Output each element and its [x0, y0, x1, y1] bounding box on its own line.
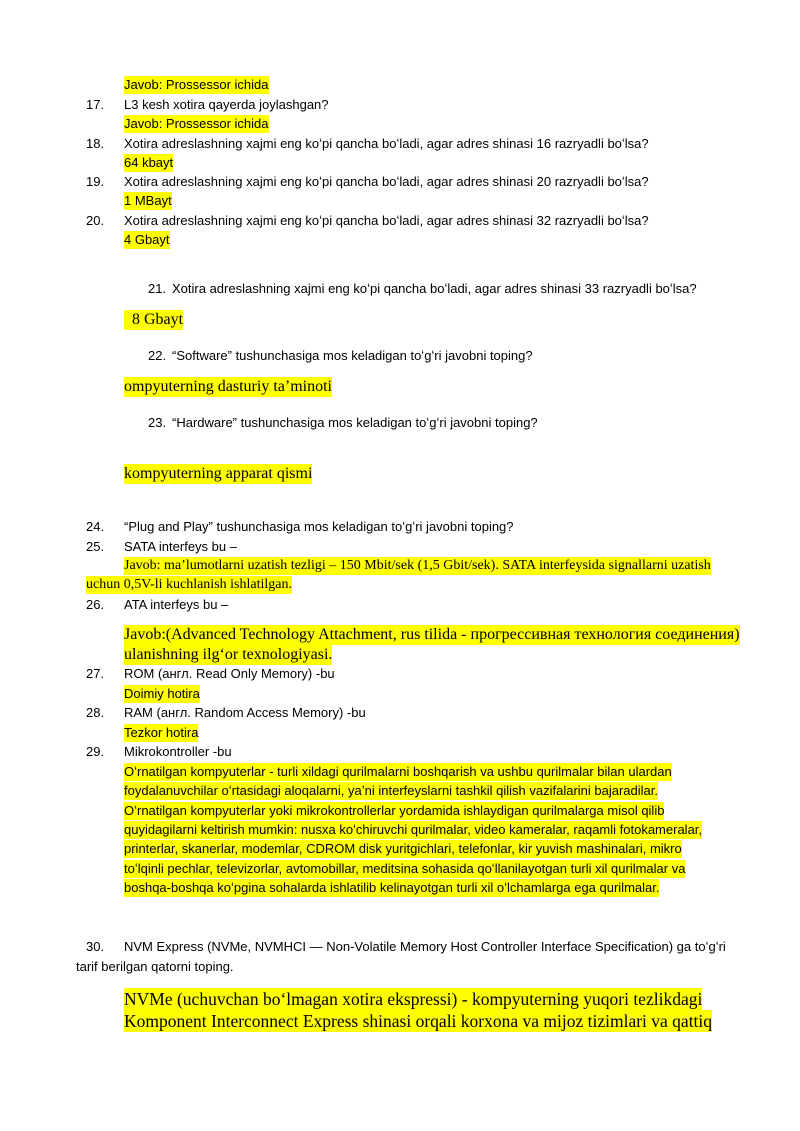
question-19: Xotira adreslashning xajmi eng koʻpi qancha boʻladi, agar adres shinasi 20 razryadli boʻlsa? — [124, 174, 649, 189]
answer-28: Tezkor hotira — [124, 725, 199, 740]
answer-26-line1: Javob:(Advanced Technology Attachment, rus tilida - прогрессивная технология соединения) — [124, 626, 740, 643]
item-number-18: 18. — [86, 136, 105, 151]
answer-25-line1: Javob: ma’lumotlarni uzatish tezligi – 150 Mbit/sek (1,5 Gbit/sek). SATA interfeysida signallarni uzatish — [124, 558, 711, 573]
answer-20: 4 Gbayt — [124, 232, 170, 247]
question-28: RAM (англ. Random Access Memory) -bu — [124, 705, 366, 720]
item-number-20: 20. — [86, 213, 105, 228]
answer-29-line: Oʻrnatilgan kompyuterlar - turli xildagi qurilmalarni boshqarish va ushbu qurilmalar bilan ulardan — [124, 764, 672, 779]
item-number-26: 26. — [86, 597, 105, 612]
answer-21: 8 Gbayt — [124, 311, 184, 328]
question-27: ROM (англ. Read Only Memory) -bu — [124, 666, 335, 681]
answer-19: 1 MBayt — [124, 193, 172, 208]
item-number-21: 21. — [148, 281, 167, 296]
item-number-17: 17. — [86, 97, 105, 112]
item-number-29: 29. — [86, 744, 105, 759]
answer-16: Javob: Prossessor ichida — [124, 77, 269, 92]
answer-26-line2: ulanishning ilgʻor texnologiyasi. — [124, 646, 333, 663]
question-17: L3 kesh xotira qayerda joylashgan? — [124, 97, 329, 112]
answer-30-line2: Komponent Interconnect Express shinasi orqali korxona va mijoz tizimlari va qattiq — [124, 1011, 713, 1031]
answer-29-line: foydalanuvchilar oʻrtasidagi aloqalarni, yaʼni interfeyslarni tashkil qilish vazifalarini bajaradilar. — [124, 783, 658, 798]
item-number-25: 25. — [86, 539, 105, 554]
question-26: ATA interfeys bu – — [124, 597, 229, 612]
answer-17: Javob: Prossessor ichida — [124, 116, 269, 131]
answer-25-line2: uchun 0,5V-li kuchlanish ishlatilgan. — [86, 577, 292, 592]
item-number-28: 28. — [86, 705, 105, 720]
item-number-30: 30. — [86, 939, 105, 954]
item-number-22: 22. — [148, 348, 167, 363]
question-29: Mikrokontroller -bu — [124, 744, 232, 759]
answer-29-line: boshqa-boshqa koʻpgina sohalarda ishlatilib kelinayotgan turli xil oʻlchamlarga ega qurilmalar. — [124, 880, 660, 895]
question-18: Xotira adreslashning xajmi eng koʻpi qancha boʻladi, agar adres shinasi 16 razryadli boʻlsa? — [124, 136, 649, 151]
question-30-line1: NVM Express (NVMe, NVMHCI — Non-Volatile Memory Host Controller Interface Specification) ga toʻgʻri — [124, 939, 726, 954]
question-23: “Hardware” tushunchasiga mos keladigan toʻgʻri javobni toping? — [172, 415, 538, 430]
item-number-27: 27. — [86, 666, 105, 681]
item-number-24: 24. — [86, 519, 105, 534]
answer-23: kompyuterning apparat qismi — [124, 465, 313, 482]
answer-30-line1: NVMe (uchuvchan boʻlmagan xotira ekspressi) - kompyuterning yuqori tezlikdagi — [124, 989, 703, 1009]
item-number-23: 23. — [148, 415, 167, 430]
answer-29-line: toʻlqinli pechlar, televizorlar, avtomobillar, meditsina sohasida qoʻllanilayotgan turli xil qurilmalar va — [124, 861, 686, 876]
item-number-19: 19. — [86, 174, 105, 189]
question-21: Xotira adreslashning xajmi eng koʻpi qancha boʻladi, agar adres shinasi 33 razryadli boʻlsa? — [172, 281, 697, 296]
question-25: SATA interfeys bu – — [124, 539, 237, 554]
question-24: “Plug and Play” tushunchasiga mos keladigan toʻgʻri javobni toping? — [124, 519, 514, 534]
question-30-line2: tarif berilgan qatorni toping. — [76, 959, 234, 974]
question-20: Xotira adreslashning xajmi eng koʻpi qancha boʻladi, agar adres shinasi 32 razryadli boʻlsa? — [124, 213, 649, 228]
answer-29-line: Oʻrnatilgan kompyuterlar yoki mikrokontrollerlar yordamida ishlaydigan qurilmalarga misol qilib — [124, 803, 665, 818]
question-22: “Software” tushunchasiga mos keladigan toʻgʻri javobni toping? — [172, 348, 533, 363]
answer-18: 64 kbayt — [124, 155, 174, 170]
answer-27: Doimiy hotira — [124, 686, 200, 701]
answer-22: ompyuterning dasturiy ta’minoti — [124, 378, 332, 395]
answer-29-line: quyidagilarni keltirish mumkin: nusxa koʻchiruvchi qurilmalar, video kameralar, raqamli fotokameralar, — [124, 822, 703, 837]
answer-29-line: printerlar, skanerlar, modemlar, CDROM disk yuritgichlari, telefonlar, kir yuvish mashinalari, mikro — [124, 841, 682, 856]
